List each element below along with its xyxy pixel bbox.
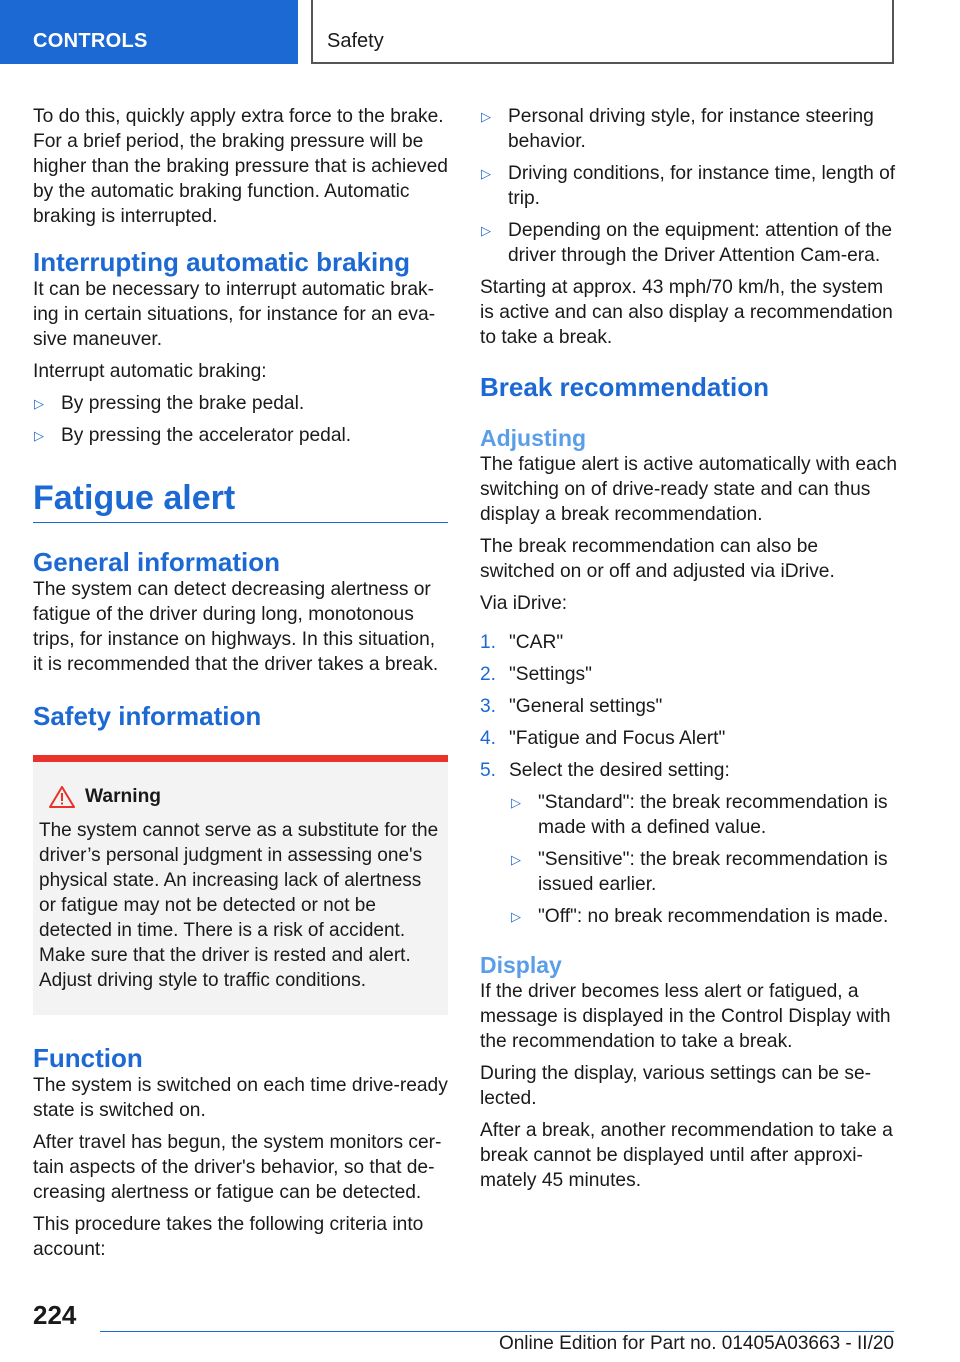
intro-paragraph: To do this, quickly apply extra force to the brake. For a brief period, the braking pressure will be higher than the braking pressure that is achieved by the automatic braking function. Automatic braking is interrupted. — [33, 106, 448, 227]
edition-text: Online Edition for Part no. 01405A03663 - II/20 — [498, 1333, 894, 1354]
general-text: The system can detect decreasing alertness or fatigue of the driver during long, monotonous trips, for instance on highways. In this situation, it is recommended that the driver takes a break. — [33, 579, 439, 675]
display-heading: Display — [480, 952, 562, 978]
safety-heading: Safety information — [33, 701, 262, 731]
general-heading: General information — [33, 547, 281, 577]
display-text: After a break, another recommendation to take a break cannot be displayed until after approxi‐mately 45 minutes. — [480, 1120, 893, 1191]
page-title: Fatigue alert — [33, 479, 236, 517]
step-text: "Settings" — [509, 664, 592, 685]
list-item: ▷ By pressing the brake pedal. — [33, 391, 448, 416]
list-item: ▷ By pressing the accelerator pedal. — [33, 423, 448, 448]
step-number: 1. — [480, 632, 497, 653]
function-text: This procedure takes the following criteria into account: — [33, 1214, 424, 1260]
function-heading: Function — [33, 1043, 143, 1073]
warning-triangle-icon — [49, 786, 75, 808]
list-item: ▷ Depending on the equipment: attention of the driver through the Driver Attention Cam‐era. — [480, 218, 897, 268]
left-column — [33, 104, 448, 1269]
step-number: 2. — [480, 664, 497, 685]
interrupt-label: Interrupt automatic braking: — [33, 361, 267, 382]
step-text: "CAR" — [509, 632, 564, 653]
warning-text: The system cannot serve as a substitute for the driver’s personal judgment in assessing one's physical state. An increasing lack of alertness or fatigue may not be detected or not be detected in time. There is a risk of accident. Make sure that the driver is rested and alert. Adjust driving style to traffic conditions. — [39, 820, 439, 991]
function-text: After travel has begun, the system monitors cer‐tain aspects of the driver's behavior, so that de‐creasing alertness or fatigue can be detected. — [33, 1132, 442, 1203]
break-heading: Break recommendation — [480, 372, 769, 402]
footer-rule — [100, 1331, 894, 1332]
step-item — [480, 694, 897, 719]
chapter-title: Safety — [327, 30, 384, 52]
interrupt-heading: Interrupting automatic braking — [33, 247, 411, 277]
display-text: During the display, various settings can be se‐lected. — [480, 1063, 872, 1109]
warning-box — [33, 755, 448, 1015]
step-item — [480, 758, 897, 783]
sub-list-item: ▷ "Standard": the break recommendation is made with a defined value. — [480, 790, 897, 840]
step-text: "General settings" — [509, 696, 663, 717]
step-number: 5. — [480, 760, 497, 781]
active-text: Starting at approx. 43 mph/70 km/h, the system is active and can also display a recommendation to take a break. — [480, 277, 893, 348]
function-text: The system is switched on each time drive-ready state is switched on. — [33, 1075, 448, 1121]
chapter-tab — [311, 0, 894, 64]
adjusting-text: The break recommendation can also be switched on or off and adjusted via iDrive. — [480, 536, 835, 582]
warning-title: Warning — [85, 786, 162, 807]
via-idrive: Via iDrive: — [480, 593, 568, 614]
sub-list-item: ▷ "Off": no break recommendation is made. — [480, 904, 897, 929]
list-item: ▷ Driving conditions, for instance time, length of trip. — [480, 161, 897, 211]
interrupt-text: It can be necessary to interrupt automatic brak‐ing in certain situations, for instance for an eva‐sive maneuver. — [33, 279, 436, 350]
step-text: Select the desired setting: — [509, 760, 730, 781]
adjusting-heading: Adjusting — [480, 425, 587, 451]
section-tab — [0, 0, 298, 64]
sub-list-item: ▷ "Sensitive": the break recommendation is issued earlier. — [480, 847, 897, 897]
title-rule — [33, 522, 448, 523]
page-number: 224 — [33, 1300, 77, 1330]
list-item: ▷ Personal driving style, for instance steering behavior. — [480, 104, 897, 154]
step-item — [480, 630, 897, 655]
section-title: CONTROLS — [33, 30, 148, 52]
step-text: "Fatigue and Focus Alert" — [509, 728, 726, 749]
step-item — [480, 662, 897, 687]
right-column — [480, 104, 897, 1200]
adjusting-text: The fatigue alert is active automatically with each switching on of drive-ready state and can thus display a break recommendation. — [480, 454, 898, 525]
display-text: If the driver becomes less alert or fatigued, a message is displayed in the Control Display with the recommendation to take a break. — [480, 981, 891, 1052]
step-item — [480, 726, 897, 751]
step-number: 4. — [480, 728, 497, 749]
step-number: 3. — [480, 696, 497, 717]
warning-header — [39, 784, 440, 809]
